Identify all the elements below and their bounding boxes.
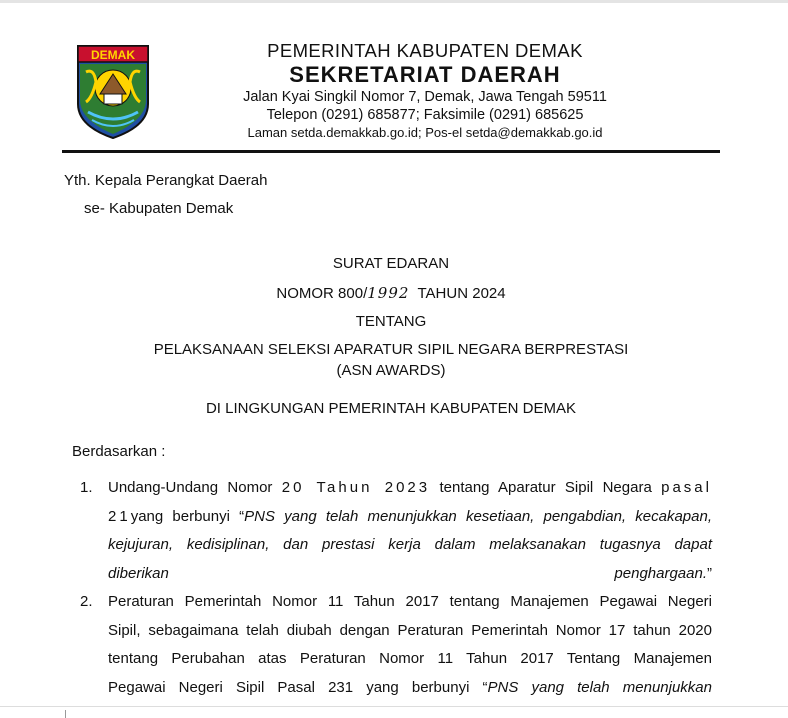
- office-address: Jalan Kyai Singkil Nomor 7, Demak, Jawa Tengah 59511: [243, 89, 607, 105]
- letterhead: [180, 40, 670, 141]
- list-item-number: 1.: [80, 479, 93, 496]
- list-item-line: diberikan penghargaan.”: [108, 564, 712, 582]
- list-item-number: 2.: [80, 593, 93, 610]
- list-item-line: 21yang berbunyi “PNS yang telah menunjukkan kesetiaan, pengabdian, kecakapan,: [108, 507, 712, 525]
- office-web-email: Laman setda.demakkab.go.id; Pos-el setda@demakkab.go.id: [247, 125, 603, 140]
- letter-number-prefix: NOMOR 800/: [276, 285, 368, 302]
- office-name: SEKRETARIAT DAERAH: [289, 62, 561, 87]
- top-border: [0, 0, 788, 3]
- list-item-text: [108, 588, 712, 702]
- list-item-text: [108, 474, 712, 588]
- letter-number: [62, 284, 720, 302]
- recipient-line-2: se- Kabupaten Demak: [84, 200, 234, 217]
- letter-type: SURAT EDARAN: [332, 255, 450, 272]
- text-cursor: [65, 710, 66, 718]
- about-label: TENTANG: [355, 313, 427, 330]
- list-item-line: Sipil, sebagaimana telah diubah dengan Peraturan Pemerintah Nomor 17 tahun 2020: [108, 621, 712, 639]
- page-cutoff: [0, 700, 788, 718]
- letter-number-suffix: TAHUN 2024: [409, 285, 506, 302]
- list-item-line: kejujuran, kedisiplinan, dan prestasi kerja dalam melaksanakan tugasnya dapat: [108, 536, 712, 553]
- bottom-border: [0, 706, 788, 707]
- government-name: PEMERINTAH KABUPATEN DEMAK: [267, 40, 583, 61]
- subject-line-1: PELAKSANAAN SELEKSI APARATUR SIPIL NEGARA BERPRESTASI: [153, 341, 629, 358]
- svg-text:DEMAK: DEMAK: [91, 48, 135, 62]
- letterhead-divider: [62, 150, 720, 153]
- office-phone: Telepon (0291) 685877; Faksimile (0291) 685625: [266, 107, 584, 123]
- subject-line-2: (ASN AWARDS): [336, 362, 446, 379]
- subject-scope: DI LINGKUNGAN PEMERINTAH KABUPATEN DEMAK: [205, 400, 577, 417]
- handwritten-number: 1992: [367, 284, 410, 302]
- list-item-line: Peraturan Pemerintah Nomor 11 Tahun 2017 tentang Manajemen Pegawai Negeri: [108, 593, 712, 610]
- list-item-line: Pegawai Negeri Sipil Pasal 231 yang berbunyi “PNS yang telah menunjukkan: [108, 678, 712, 696]
- list-item-line: tentang Perubahan atas Peraturan Nomor 11 Tahun 2017 Tentang Manajemen: [108, 650, 712, 667]
- demak-regency-logo: [74, 42, 152, 140]
- list-item-line: Undang-Undang Nomor 20 Tahun 2023 tentang Aparatur Sipil Negara pasal: [108, 479, 712, 496]
- based-on-label: Berdasarkan :: [72, 443, 166, 460]
- recipient-line-1: Yth. Kepala Perangkat Daerah: [64, 172, 268, 189]
